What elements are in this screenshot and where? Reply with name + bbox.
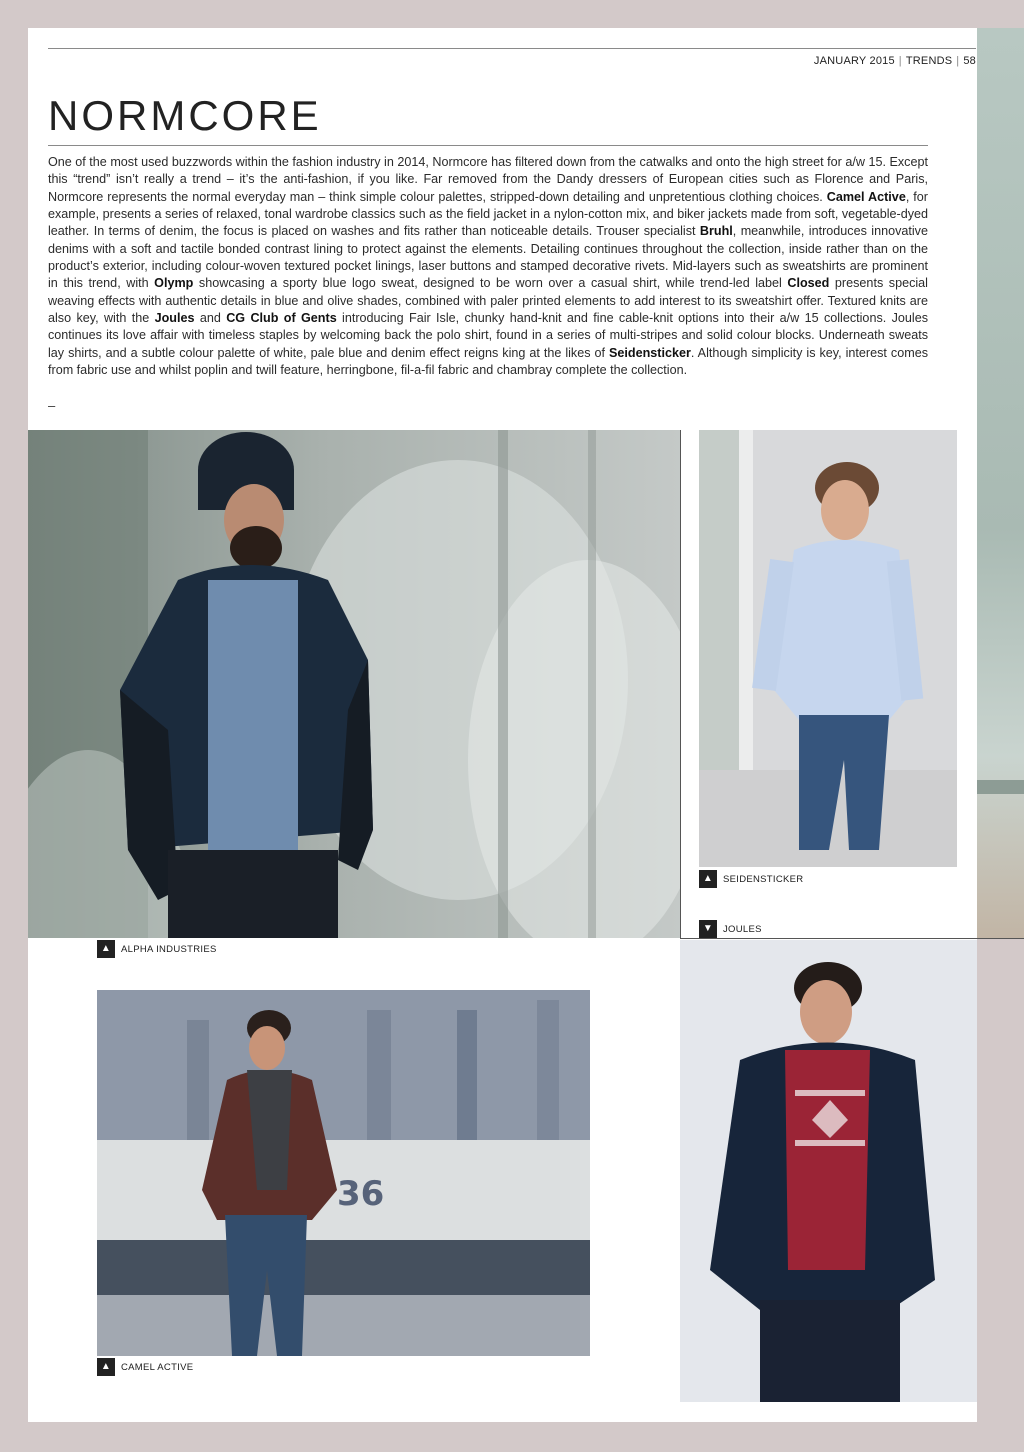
- body-text-run: and: [194, 311, 227, 326]
- body-text-run: One of the most used buzzwords within the fashion industry in 2014, Normcore has filtered down from the catwalks and onto the high street for a/w 15. Except this “trend” isn’t really a trend – it’s the anti-fashion, if you like. Far removed from the Dandy dressers of European cities such as Florence and Paris, Normcore represents the normal everyday man – think simple colour palettes, stripped-down detailing and unpretentious clothing choices.: [48, 155, 928, 204]
- svg-text:36: 36: [337, 1174, 385, 1214]
- article-title: NORMCORE: [48, 92, 322, 139]
- page-number: 58: [963, 55, 976, 67]
- caption-label: SEIDENSTICKER: [723, 873, 804, 885]
- caption-camel-active: [97, 1358, 193, 1376]
- triangle-down-icon: ▼: [699, 920, 717, 938]
- body-text-run: presents special weaving effects with authentic details in blue and olive shades, combined with paler printed elements to add interest to its sweatshirt offer. Textured knits are also key, with the: [48, 276, 928, 326]
- photo-camel-active: [97, 990, 590, 1356]
- header-rule: [48, 48, 976, 49]
- body-text-run: , for example, presents a series of relaxed, tonal wardrobe classics such as the field jacket in a nylon-cotton mix, and biker jackets made from soft, vegetable-dyed leather. In terms of denim, the focus is placed on washes and fits rather than noticeable details. Trouser specialist: [48, 189, 928, 239]
- body-text-run: showcasing a sporty blue logo sweat, designed to be worn over a casual shirt, while trend-led label: [193, 276, 788, 291]
- article-body: [48, 154, 928, 379]
- end-mark: –: [48, 398, 56, 413]
- body-text-run: introducing Fair Isle, chunky hand-knit and fine cable-knit options into their a/w 15 collections. Joules continues its love affair with timeless staples by welcoming back the polo shirt, found in a series of multi-stripes and solid colour blocks. Underneath sweats lay shirts, and a subtle colour palette of white, pale blue and denim effect reigns king at the likes of: [48, 311, 928, 360]
- panel-divider: [680, 430, 681, 938]
- brand-name: Olymp: [154, 276, 194, 291]
- issue-date: JANUARY 2015: [813, 55, 895, 67]
- caption-label: JOULES: [723, 923, 762, 935]
- panel-divider: [680, 938, 1024, 939]
- caption-label: ALPHA INDUSTRIES: [121, 943, 217, 955]
- section-name: TRENDS: [905, 55, 953, 67]
- photo-seidensticker: [699, 430, 957, 867]
- brand-name: Closed: [787, 276, 830, 291]
- caption-joules: [699, 920, 762, 938]
- brand-name: Bruhl: [699, 224, 733, 239]
- brand-name: Camel Active: [826, 189, 906, 204]
- running-head: [814, 55, 976, 67]
- header-separator: |: [956, 55, 960, 67]
- body-text-run: . Although simplicity is key, interest comes from fabric use and whilst poplin and twill feature, herringbone, fil-a-fil fabric and chambray complete the collection.: [48, 345, 928, 378]
- caption-alpha-industries: [97, 940, 217, 958]
- brand-name: Joules: [154, 311, 195, 326]
- triangle-up-icon: ▲: [699, 870, 717, 888]
- brand-name: Seidensticker: [608, 345, 691, 360]
- photo-joules: [680, 940, 977, 1402]
- header-separator: |: [898, 55, 902, 67]
- triangle-up-icon: ▲: [97, 1358, 115, 1376]
- caption-seidensticker: [699, 870, 803, 888]
- adjacent-page-edge: [977, 28, 1024, 938]
- brand-name: CG Club of Gents: [226, 311, 337, 326]
- photo-alpha-industries: [28, 430, 680, 938]
- triangle-up-icon: ▲: [97, 940, 115, 958]
- title-rule: [48, 145, 928, 146]
- caption-label: CAMEL ACTIVE: [121, 1361, 194, 1373]
- body-text-run: , meanwhile, introduces innovative denims with a soft and tactile bonded contrast lining to protect against the elements. Detailing continues throughout the collection, inside rather than on the product’s exterior, including colour-woven textured pocket linings, laser buttons and stamped decorative rivets. Mid-layers such as sweatshirts are prominent in this trend, with: [48, 224, 928, 291]
